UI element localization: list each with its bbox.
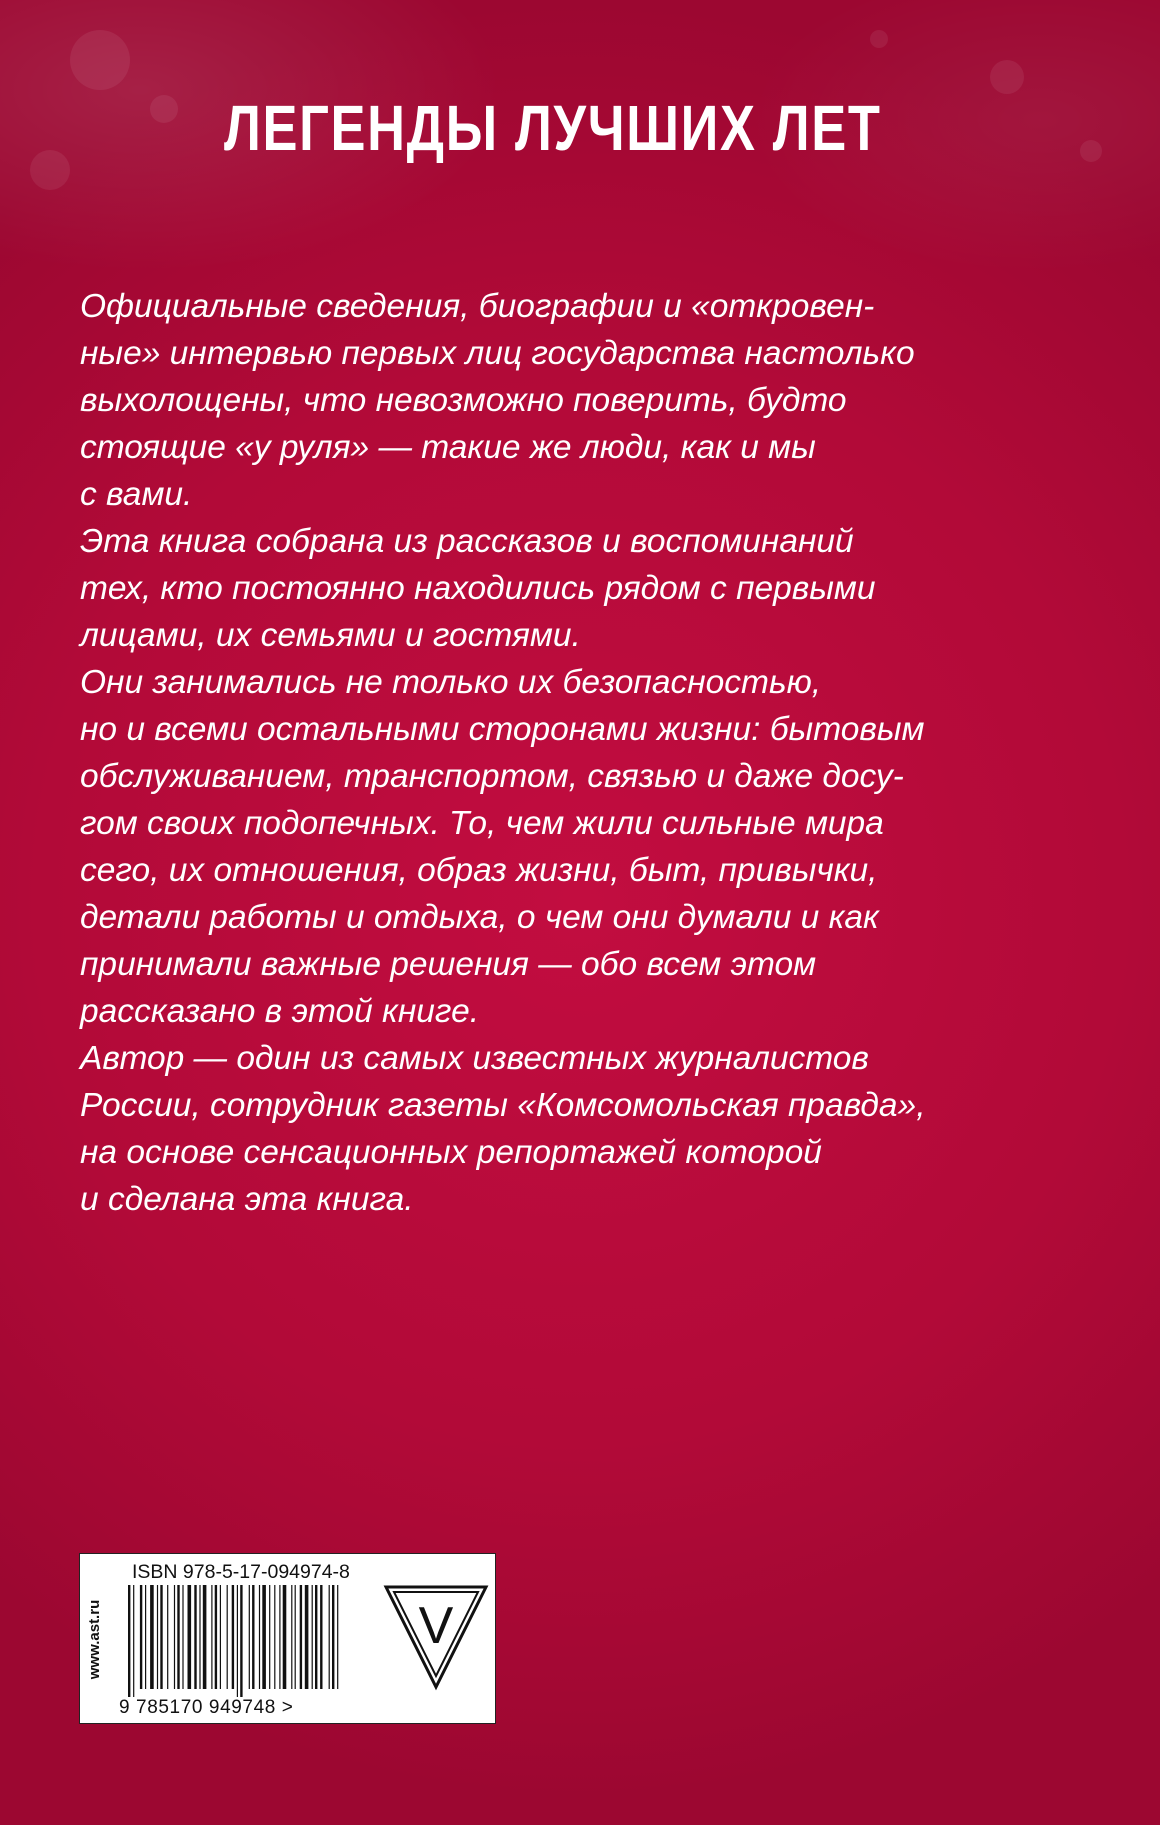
annotation-line: ные» интервью первых лиц государства настолько bbox=[80, 335, 915, 372]
annotation-line: Официальные сведения, биографии и «откровен- bbox=[80, 288, 875, 325]
barcode-bar bbox=[262, 1585, 266, 1689]
website-label: www.ast.ru bbox=[86, 1599, 104, 1680]
barcode-bar bbox=[259, 1585, 260, 1689]
ean-digits: 9 785170 949748 > bbox=[119, 1697, 294, 1718]
annotation-line: и сделана эта книга. bbox=[80, 1181, 414, 1218]
barcode-bar bbox=[140, 1585, 142, 1689]
barcode-bar bbox=[291, 1585, 292, 1689]
annotation-line: с вами. bbox=[80, 476, 193, 513]
barcode-block bbox=[79, 1553, 496, 1724]
barcode-bar bbox=[240, 1585, 242, 1697]
barcode-bar bbox=[160, 1585, 162, 1689]
barcode-bar bbox=[215, 1585, 217, 1689]
barcode-bar bbox=[203, 1585, 207, 1689]
annotation-line: стоящие «у руля» — такие же люди, как и мы bbox=[80, 429, 816, 466]
barcode-bar bbox=[269, 1585, 270, 1689]
barcode-bar bbox=[157, 1585, 158, 1689]
barcode-bar bbox=[312, 1585, 313, 1689]
barcode-bar bbox=[188, 1585, 192, 1689]
annotation-line: выхолощены, что невозможно поверить, будто bbox=[80, 382, 847, 419]
annotation-line: гом своих подопечных. То, чем жили сильные мира bbox=[80, 805, 884, 842]
annotation-line: детали работы и отдыха, о чем они думали и как bbox=[80, 899, 879, 936]
barcode-bar bbox=[279, 1585, 280, 1689]
barcode-bars bbox=[126, 1585, 416, 1697]
barcode-bar bbox=[232, 1585, 234, 1689]
bokeh-dot bbox=[150, 95, 178, 123]
annotation-line: России, сотрудник газеты «Комсомольская правда», bbox=[80, 1087, 926, 1124]
annotation-line: принимали важные решения — обо всем этом bbox=[80, 946, 817, 983]
barcode-bar bbox=[167, 1585, 168, 1689]
barcode-bar bbox=[128, 1585, 130, 1697]
barcode-bar bbox=[295, 1585, 296, 1689]
barcode-bar bbox=[315, 1585, 317, 1689]
barcode-bar bbox=[274, 1585, 275, 1689]
isbn-text: ISBN 978-5-17-094974-8 bbox=[132, 1561, 350, 1583]
barcode-bar bbox=[305, 1585, 309, 1689]
series-title: ЛЕГЕНДЫ ЛУЧШИХ ЛЕТ bbox=[224, 92, 882, 164]
annotation-line: Автор — один из самых известных журналистов bbox=[80, 1040, 869, 1077]
annotation-line: Они занимались не только их безопасностью, bbox=[80, 664, 822, 701]
annotation-line: обслуживанием, транспортом, связью и даже досу- bbox=[80, 758, 904, 795]
barcode-bar bbox=[329, 1585, 330, 1689]
barcode-bar bbox=[145, 1585, 146, 1689]
annotation-line: рассказано в этой книге. bbox=[80, 993, 480, 1030]
annotation-line: лицами, их семьями и гостями. bbox=[80, 617, 581, 654]
barcode-bar bbox=[249, 1585, 250, 1689]
barcode-bar bbox=[194, 1585, 196, 1689]
bokeh-dot bbox=[30, 150, 70, 190]
barcode-bar bbox=[300, 1585, 302, 1689]
barcode-bar bbox=[237, 1585, 238, 1697]
barcode-bar bbox=[320, 1585, 322, 1689]
bokeh-dot bbox=[70, 30, 130, 90]
bokeh-dot bbox=[870, 30, 888, 48]
barcode-bar bbox=[150, 1585, 154, 1689]
barcode-bar bbox=[227, 1585, 228, 1689]
annotation-text bbox=[80, 283, 1100, 1223]
barcode-bar bbox=[337, 1585, 338, 1689]
barcode-bar bbox=[133, 1585, 134, 1697]
barcode-bar bbox=[177, 1585, 179, 1689]
annotation-line: сего, их отношения, образ жизни, быт, привычки, bbox=[80, 852, 878, 889]
annotation-line: на основе сенсационных репортажей которой bbox=[80, 1134, 822, 1171]
barcode-bar bbox=[174, 1585, 175, 1689]
bokeh-dot bbox=[1080, 140, 1102, 162]
barcode-bar bbox=[283, 1585, 287, 1689]
barcode-bar bbox=[220, 1585, 221, 1689]
publisher-logo-letter: V bbox=[418, 1597, 454, 1655]
annotation-line: Эта книга собрана из рассказов и воспоминаний bbox=[80, 523, 854, 560]
barcode-bar bbox=[182, 1585, 183, 1689]
barcode-bar bbox=[211, 1585, 212, 1689]
barcode-bar bbox=[332, 1585, 334, 1689]
annotation-line: но и всеми остальными сторонами жизни: бытовым bbox=[80, 711, 925, 748]
barcode-bar bbox=[199, 1585, 200, 1689]
barcode-bar bbox=[252, 1585, 254, 1689]
publisher-logo bbox=[382, 1583, 490, 1691]
bokeh-dot bbox=[990, 60, 1024, 94]
annotation-line: тех, кто постоянно находились рядом с первыми bbox=[80, 570, 876, 607]
